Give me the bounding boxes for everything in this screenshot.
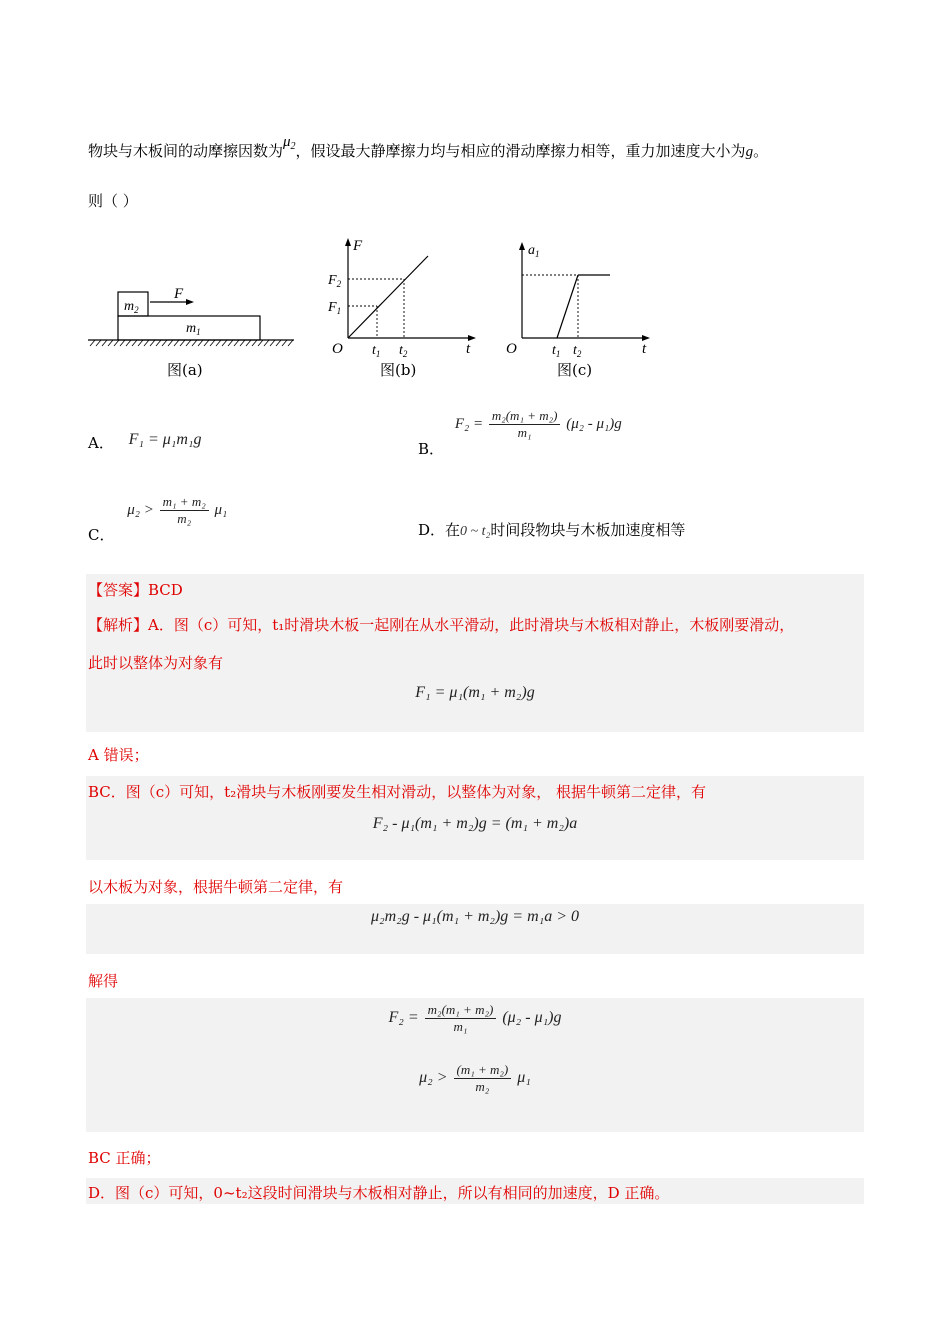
figure-a-caption: 图(a) [167, 361, 203, 379]
option-b-numerator: m₂(m₁ + m₂) [489, 408, 561, 425]
question-text: 物块与木板间的动摩擦因数为 [88, 142, 284, 160]
option-b-label: B． [418, 439, 445, 458]
equation-5 [86, 1062, 864, 1095]
option-d-range: 0 ~ t₂ [460, 524, 491, 539]
equation-3: μ₂m₂g - μ₁(m₁ + m₂)g = m₁a > 0 [370, 908, 580, 925]
mu-letter: μ [283, 134, 291, 150]
equation-1: F₁ = μ₁(m₁ + m₂)g [415, 684, 535, 701]
eq4-numerator: m₂(m₁ + m₂) [425, 1002, 497, 1019]
d-line: D．图（c）可知，0~t₂这段时间滑块与木板相对静止，所以有相同的加速度，D 正确。 [88, 1184, 670, 1202]
force-arrowhead [186, 299, 194, 305]
eq4-denominator: m₁ [453, 1019, 468, 1034]
c-t2-label: $t_2$ [573, 343, 582, 359]
b-f2-label: $F_2$ [328, 273, 342, 289]
c-origin: O [506, 341, 517, 357]
board-line: 以木板为对象，根据牛顿第二定律，有 [88, 878, 344, 896]
option-c [88, 494, 228, 544]
question-line-2: 则（ ） [88, 192, 138, 210]
answer-line: 【答案】BCD [88, 581, 183, 599]
option-c-numerator: m₁ + m₂ [160, 494, 209, 511]
a-wrong-line: A 错误； [88, 746, 149, 764]
option-b-rhs: (μ₂ - μ₁)g [566, 415, 622, 432]
option-c-denominator: m₂ [177, 511, 192, 526]
eq4-lhs: F₂ = [388, 1009, 419, 1027]
m1-label: $m_1$ [186, 321, 201, 337]
ground-hatch [90, 340, 293, 346]
m2-label: $m_2$ [124, 299, 139, 315]
question-text-2: ，假设最大静摩擦力均与相应的滑动摩擦力相等，重力加速度大小为 [295, 142, 746, 160]
b-t1-label: $t_1$ [372, 343, 381, 359]
option-a-label: A． [88, 434, 114, 452]
mu-subscript: 2 [290, 141, 296, 152]
b-origin: O [332, 341, 343, 357]
figure-b [322, 232, 482, 360]
option-d [418, 519, 685, 540]
bc-correct-line: BC 正确； [88, 1149, 161, 1167]
b-t2-label: $t_2$ [399, 343, 408, 359]
b-y-label: F [353, 238, 363, 254]
eq5-fraction [454, 1062, 512, 1095]
bc-line: BC．图（c）可知，t₂滑块与木板刚要发生相对滑动，以整体为对象， 根据牛顿第二定律，有 [88, 783, 706, 801]
option-d-post: 时间段物块与木板加速度相等 [490, 521, 686, 539]
eq4-fraction [425, 1002, 497, 1035]
option-d-label: D． [418, 521, 446, 539]
figure-b-caption: 图(b) [380, 361, 417, 379]
c-y-arrowhead [519, 242, 525, 250]
option-b-denominator: m₁ [517, 425, 532, 440]
figure-a [84, 280, 300, 350]
option-b-formula [454, 408, 622, 440]
g-symbol: g [745, 144, 754, 160]
b-x-label: t [466, 341, 471, 357]
force-label: F [174, 286, 184, 302]
eq5-lhs: μ₂ > [419, 1069, 448, 1087]
option-c-fraction [160, 494, 209, 527]
b-force-line [348, 256, 428, 338]
c-t1-label: $t_1$ [552, 343, 561, 359]
mu2-symbol [283, 134, 296, 150]
b-f1-label: $F_1$ [328, 300, 342, 316]
option-a [88, 432, 201, 453]
option-d-pre: 在 [445, 521, 461, 539]
eq5-denominator: m₂ [475, 1079, 490, 1094]
figure-c [500, 232, 660, 360]
b-y-arrowhead [345, 238, 351, 246]
eq5-rhs: μ₁ [517, 1069, 531, 1087]
c-x-label: t [642, 341, 647, 357]
option-a-formula: F₁ = μ₁m₁g [128, 431, 202, 448]
option-c-lhs: μ₂ > [127, 501, 154, 518]
option-b-fraction [489, 408, 561, 441]
option-c-label: C． [88, 525, 115, 544]
c-y-label: $a_1$ [528, 243, 540, 259]
option-b-lhs: F₂ = [454, 415, 484, 432]
option-c-rhs: μ₁ [214, 501, 228, 518]
figure-c-caption: 图(c) [557, 361, 593, 379]
solve-line: 解得 [88, 972, 119, 990]
option-b [418, 408, 622, 458]
question-line-1 [88, 134, 769, 162]
equation-4 [86, 1002, 864, 1035]
equation-2: F₂ - μ₁(m₁ + m₂)g = (m₁ + m₂)a [372, 815, 578, 832]
eq4-rhs: (μ₂ - μ₁)g [502, 1009, 562, 1027]
eq5-numerator: (m₁ + m₂) [454, 1062, 512, 1079]
question-end: 。 [753, 142, 769, 160]
analysis-line-1: 【解析】A．图（c）可知，t₁时滑块木板一起刚在从水平滑动，此时滑块与木板相对静止，木板刚要滑动， [88, 616, 795, 634]
option-c-formula [127, 494, 228, 526]
c-accel-ramp [557, 275, 578, 338]
analysis-line-2: 此时以整体为对象有 [88, 654, 224, 672]
